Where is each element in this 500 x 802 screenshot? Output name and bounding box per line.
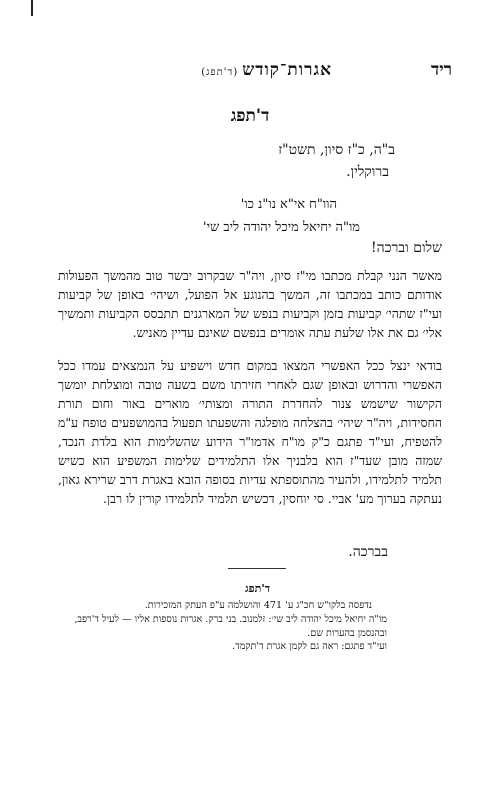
footnote-line: ובהנסמן בהערות שם. bbox=[307, 628, 387, 639]
book-title bbox=[201, 60, 332, 80]
footnote-line: ועי"ד פתגם: ראה גם לקמן אגרת ד'תקמד. bbox=[232, 641, 387, 652]
body-paragraph-1: מאשר הנני קבלת מכתבו מי"ז סיון, ויה"ר שבקרוב יבשר טוב מהמשך הפעולות אודותם כותב במכתבו זה, המשך בהנוגע אל הפועל, ושיהי׳ באופן של קביעות ועי"ז שתהי׳ קביעות בזמן וקביעות בנפש של המארגנים תתבסס הקביעות ותמשיך אלי׳ גם את אלו שלעת עתה אומרים בנפשם שאינם עדיין מאניש. bbox=[58, 268, 442, 340]
addressee-line-2: מו"ה יחיאל מיכל יהודה ליב שי' bbox=[203, 220, 360, 235]
closing: בברכה. bbox=[348, 544, 388, 560]
letter-date: ב"ה, כ"ז סיון, תשט"ז bbox=[278, 142, 395, 158]
footnote-heading: ד'תפג bbox=[245, 582, 270, 595]
greeting: שלום וברכה! bbox=[371, 240, 442, 256]
running-header bbox=[60, 60, 452, 86]
addressee-line-1: הוו"ח אי"א נו"נ כו' bbox=[240, 197, 337, 212]
body-paragraph-2: בודאי ינצל ככל האפשרי המצאו במקום חדש וישפיע על הנמצאים עמדו ככל האפשרי והדרוש ובאופן שגם לאחרי חזירתו משם בשעה טובה ומוצלחת יומשך הקישור שישמש צנור להחדרת התורה ומצותי׳ מוארים באור וחום תורת החסידות, ויה"ר שיהי׳ בהצלחה מופלגה והשפעתו תפעול בהמושפעים טופח ע"מ להטפיח, ועי"ד פתגם כ"ק מו"ח אדמו"ר הידוע שהשלימות הוא בלדת הנכד, שמזה מובן שעד"ז הוא בלבניך אלו התלמידים שלימות המשפיע הוא כשיש תלמיד לתלמידו, ולהעיר מהתוספתא עדיות בסופה הובא באגרת דרב שרירא גאון, נעתקה בערוך מע' אביי. סי יוחסין, דכשיש תלמיד לתלמידו קורין לו רבן. bbox=[58, 358, 442, 506]
book-title-text: אגרות־קודש bbox=[242, 60, 332, 80]
letter-place: ברוקלין. bbox=[346, 164, 389, 180]
footnote-line: נדפסה בלקו"ש חכ"ג ע' 471 והושלמה ע"פ העתק המזכירות. bbox=[144, 600, 372, 611]
letter-number: ד'תפג bbox=[230, 106, 270, 126]
footnote-divider bbox=[228, 568, 286, 569]
page-number: ריד bbox=[431, 60, 452, 80]
margin-rule bbox=[31, 0, 33, 16]
header-letter-ref: (ד'תפג) bbox=[201, 67, 239, 78]
footnote-line: מו"ה יחיאל מיכל יהודה ליב שי׳: זלמנוב. בני ברק. אגרות נוספות אליו — לעיל ד'רפב, bbox=[74, 614, 387, 625]
